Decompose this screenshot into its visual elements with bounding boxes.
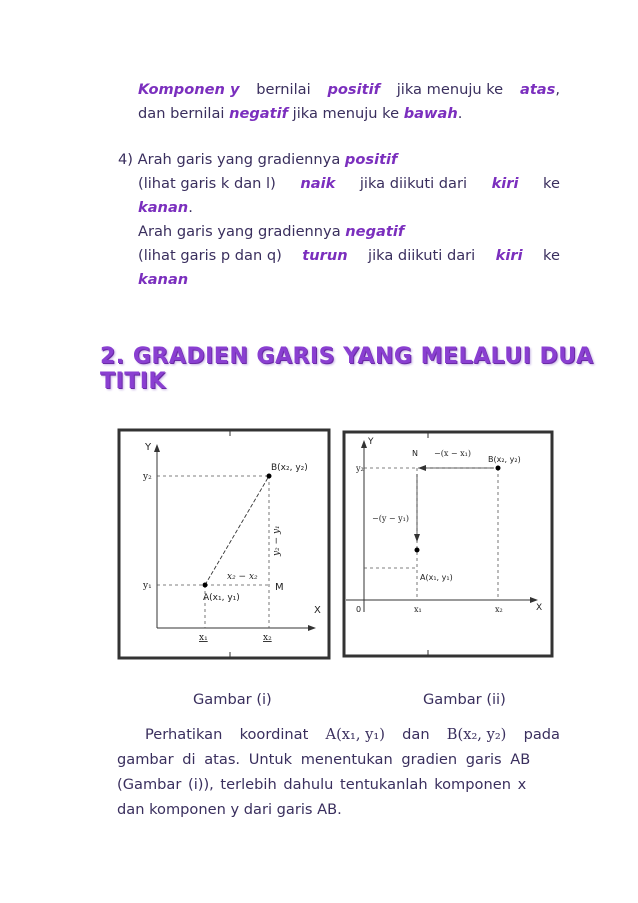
list-item-4 — [118, 150, 397, 170]
emphasis: naik — [300, 175, 336, 192]
text: koordinat — [239, 726, 309, 743]
text: Arah garis yang gradiennya — [137, 151, 341, 168]
emphasis: positif — [327, 81, 380, 98]
coordinate-b: B(x₂, y₂) — [446, 726, 507, 743]
text: ke — [543, 247, 560, 264]
emphasis: kiri — [491, 175, 519, 192]
x2-label: x₂ — [495, 605, 503, 614]
text: (lihat garis k dan l) — [138, 175, 276, 192]
text-group — [520, 80, 560, 100]
paragraph-line-4: dan komponen y dari garis AB. — [117, 801, 342, 818]
emphasis: bawah — [403, 105, 458, 122]
text: jika menuju ke — [292, 105, 400, 122]
paragraph-line-1 — [117, 722, 560, 747]
m-label: M — [275, 582, 284, 593]
text: dan — [402, 726, 430, 743]
text-line-2 — [138, 104, 462, 124]
dx-label: x₂ − x₂ — [227, 572, 258, 582]
point-b-label: B(x₂, y₂) — [271, 463, 308, 473]
x2-label: x₂ — [263, 633, 272, 643]
caption-figure-2: Gambar (ii) — [423, 691, 506, 708]
text: . — [188, 199, 193, 216]
coordinate-a: A(x₁, y₁) — [325, 726, 385, 743]
figure-1-diagram — [117, 428, 331, 660]
text: (Gambar (i)), terlebih dahulu tentukanlah komponen x — [117, 776, 527, 793]
text: gambar di atas. Untuk menentukan gradien garis AB — [117, 751, 531, 768]
text-line-1 — [138, 80, 560, 100]
text: Perhatikan — [145, 726, 223, 743]
paragraph-line-2 — [117, 747, 560, 772]
paragraph-line-3 — [117, 772, 560, 797]
origin-label: 0 — [356, 605, 362, 614]
paragraph — [117, 722, 560, 822]
dy-label: −(y − y₁) — [372, 514, 409, 523]
text-line-4 — [138, 174, 560, 194]
caption-figure-1: Gambar (i) — [193, 691, 272, 708]
dx-label: −(x − x₁) — [434, 449, 471, 458]
y2-label: y₂ — [356, 464, 364, 473]
y2-label: y₂ — [143, 472, 152, 482]
text: Arah garis yang gradiennya — [138, 223, 341, 240]
text: jika menuju ke — [396, 81, 504, 98]
x1-label: x₁ — [199, 633, 208, 643]
text-line-7 — [138, 246, 560, 266]
emphasis: Komponen y — [138, 81, 240, 98]
section-title: 2. GRADIEN GARIS YANG MELALUI DUA TITIK — [100, 344, 594, 394]
figure-2-diagram — [342, 430, 554, 658]
x-axis-label: X — [314, 605, 321, 616]
figure-1 — [117, 428, 331, 660]
text-line-8 — [138, 270, 188, 290]
emphasis: atas — [519, 81, 556, 98]
n-label: N — [412, 449, 418, 458]
figure-2 — [342, 430, 554, 658]
dy-label: y₂ − y₁ — [272, 525, 282, 556]
text: jika diikuti dari — [368, 247, 476, 264]
text: pada — [523, 726, 560, 743]
y-axis-label: Y — [145, 442, 152, 453]
text-line-5 — [138, 198, 193, 218]
emphasis: negatif — [229, 105, 288, 122]
text: ke — [543, 175, 560, 192]
list-number: 4) — [118, 151, 133, 168]
text: jika diikuti dari — [359, 175, 468, 192]
text: bernilai — [256, 81, 311, 98]
text: dan bernilai — [138, 105, 225, 122]
emphasis: kiri — [495, 247, 523, 264]
point-b-label: B(x₂, y₂) — [488, 455, 521, 464]
point-a-label: A(x₁, y₁) — [203, 593, 240, 603]
text: . — [457, 105, 463, 122]
text-line-6 — [138, 222, 404, 242]
x-axis-label: X — [536, 603, 543, 613]
text: , — [555, 81, 560, 98]
x1-label: x₁ — [414, 605, 422, 614]
y-axis-label: Y — [368, 437, 374, 447]
emphasis: negatif — [345, 223, 405, 240]
emphasis: kanan — [138, 271, 189, 288]
emphasis: positif — [344, 151, 398, 168]
text: (lihat garis p dan q) — [138, 247, 282, 264]
y1-label: y₁ — [143, 581, 152, 591]
emphasis: kanan — [138, 199, 189, 216]
point-a-label: A(x₁, y₁) — [420, 573, 453, 582]
emphasis: turun — [302, 247, 348, 264]
